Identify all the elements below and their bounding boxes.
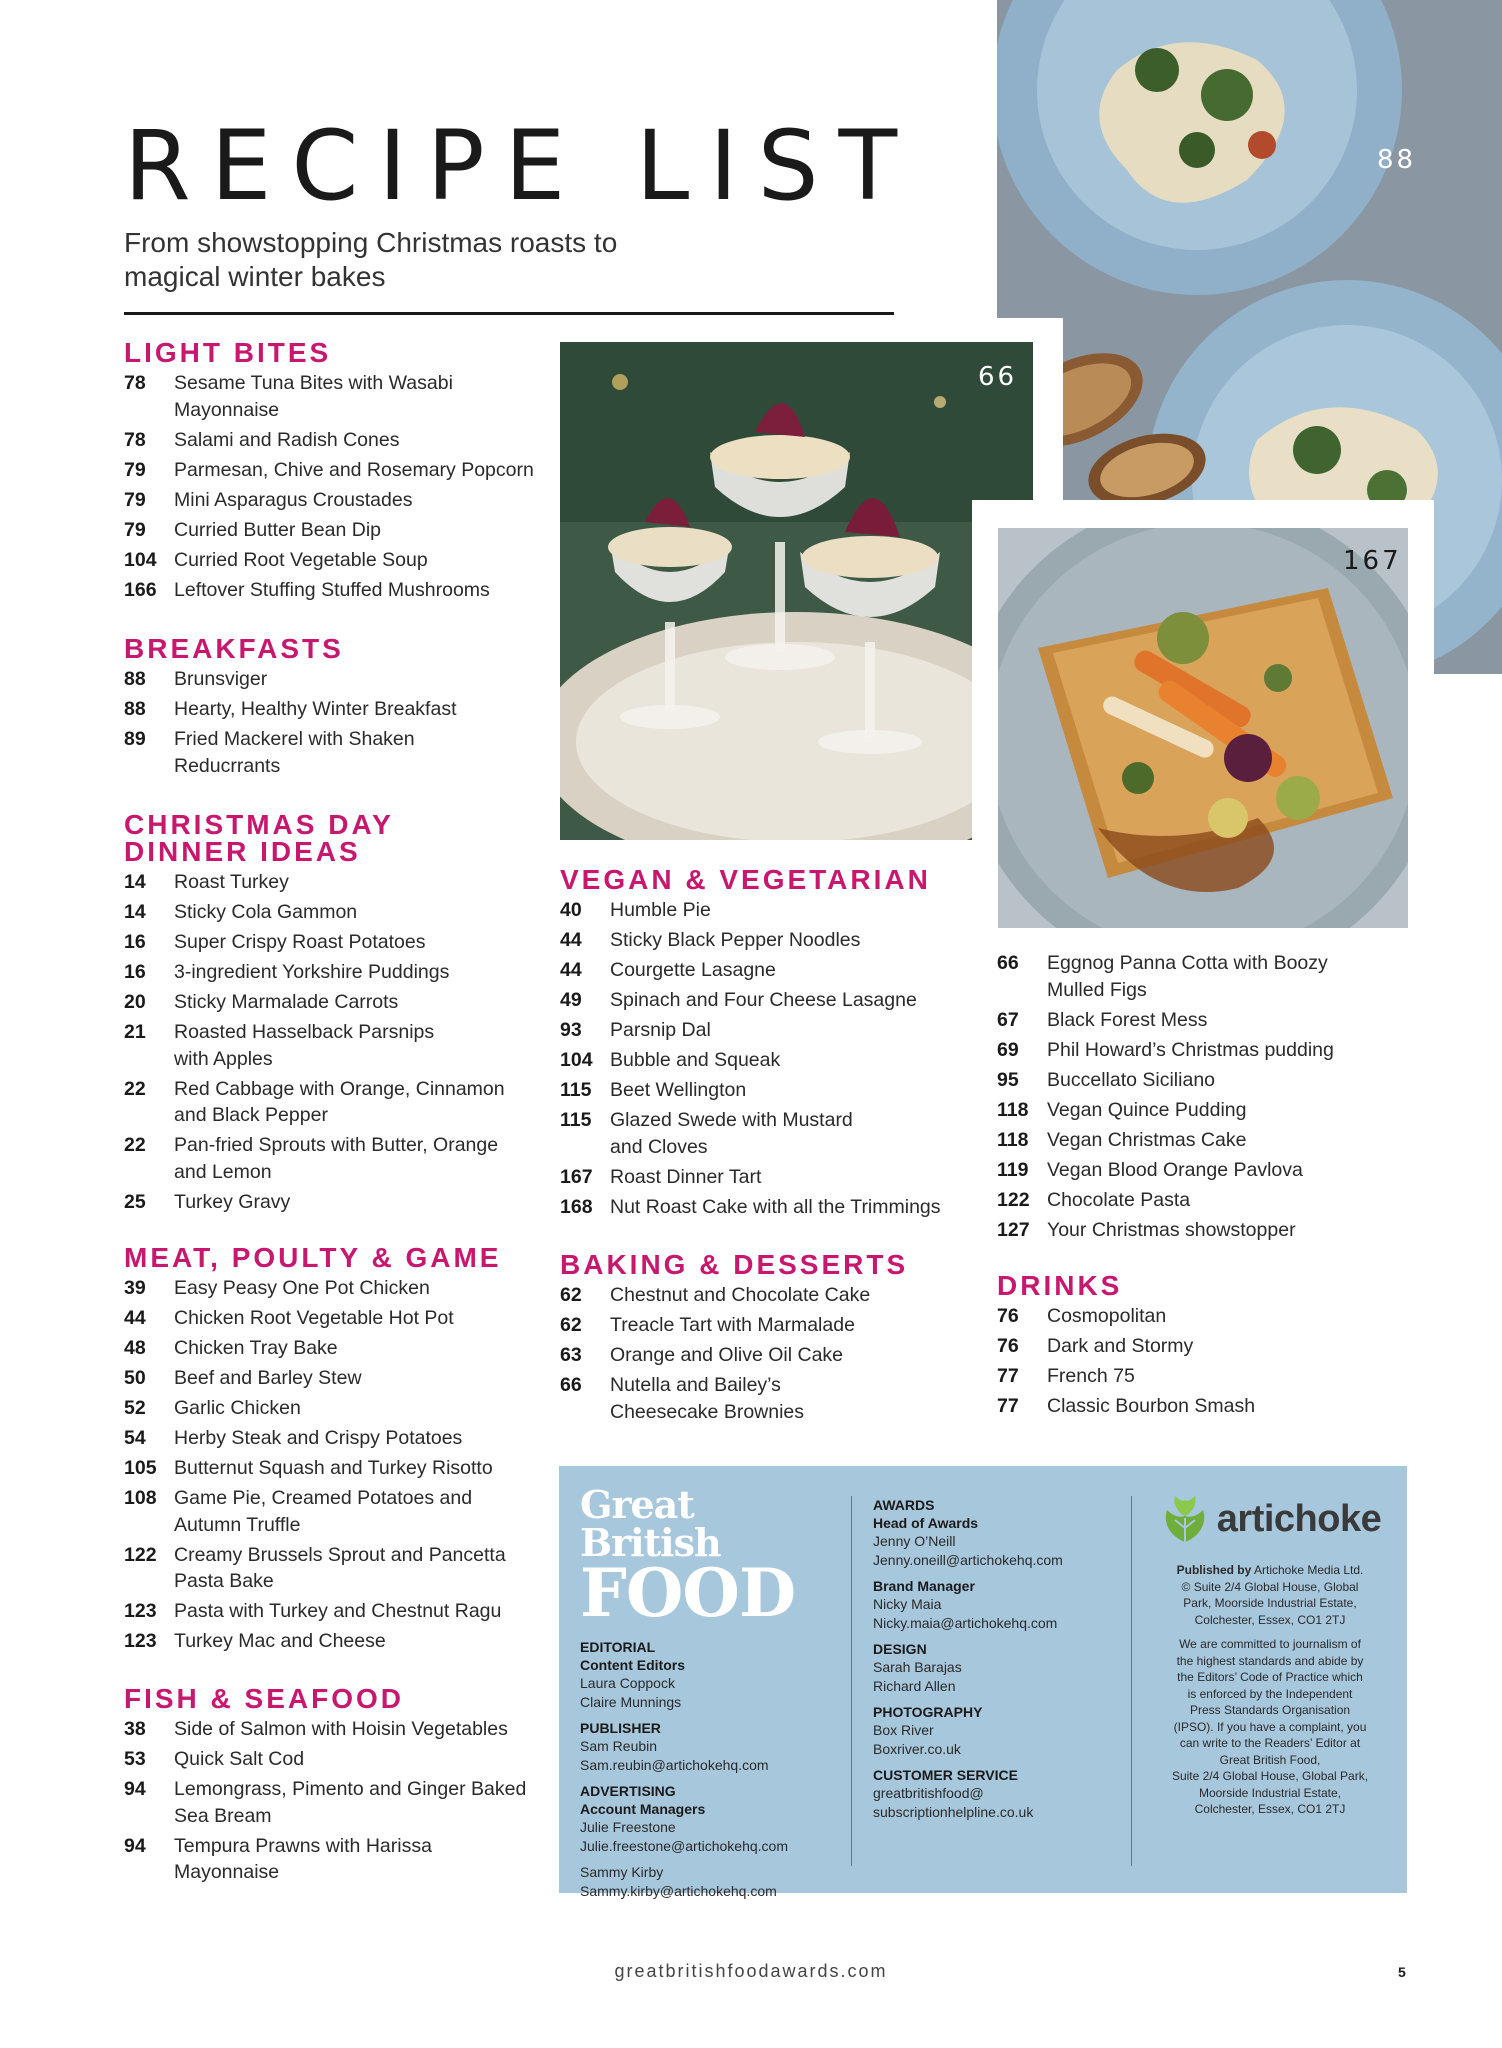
recipe-item [560, 1017, 980, 1044]
recipe-item [560, 1077, 980, 1104]
recipe-item [124, 1628, 554, 1655]
recipe-page: 20 [124, 991, 146, 1013]
recipe-page: 123 [124, 1630, 157, 1652]
recipe-name: Creamy Brussels Sprout and Pancetta Pasta Bake [174, 1543, 506, 1592]
recipe-item [124, 959, 544, 986]
recipe-item [560, 1047, 980, 1074]
credits-text: Sam Reubin [580, 1738, 658, 1754]
recipe-item [560, 987, 980, 1014]
credits-heading: PHOTOGRAPHY [873, 1704, 983, 1720]
recipe-page: 127 [997, 1218, 1030, 1241]
statement-line: can write to the Readers’ Editor at [1179, 1736, 1361, 1750]
recipe-item [124, 666, 544, 693]
recipe-page: 88 [124, 698, 146, 720]
recipe-page: 49 [560, 989, 582, 1011]
credits-text: Laura Coppock [580, 1675, 675, 1691]
recipe-item [997, 1007, 1407, 1034]
credits-heading: Brand Manager [873, 1578, 975, 1594]
recipe-page: 115 [560, 1079, 592, 1101]
recipe-item [124, 517, 544, 544]
recipe-name: Bubble and Squeak [610, 1049, 781, 1071]
statement-line: the highest standards and abide by [1176, 1653, 1364, 1668]
recipe-name: Leftover Stuffing Stuffed Mushrooms [174, 578, 490, 601]
recipe-page: 50 [124, 1367, 146, 1389]
credits-text: Sarah Barajas [873, 1659, 962, 1675]
recipe-page: 166 [124, 578, 157, 601]
recipe-item [124, 1132, 544, 1185]
recipe-page: 25 [124, 1190, 146, 1213]
recipe-name: Game Pie, Creamed Potatoes and Autumn Truffle [174, 1487, 473, 1536]
credits-list-awards [873, 1496, 1123, 1822]
recipe-page: 79 [124, 488, 146, 511]
credits-text: Boxriver.co.uk [873, 1741, 961, 1757]
recipe-page: 123 [124, 1600, 157, 1622]
credits-text: Richard Allen [873, 1678, 956, 1694]
recipe-item [997, 1393, 1407, 1420]
recipe-name: Orange and Olive Oil Cake [610, 1344, 844, 1366]
statement-line: the Editors’ Code of Practice which [1177, 1670, 1363, 1684]
recipe-item [997, 1333, 1407, 1360]
recipe-name: Eggnog Panna Cotta with Boozy Mulled Figs [1047, 952, 1328, 1001]
recipe-page: 77 [997, 1365, 1019, 1387]
credits-divider [851, 1496, 852, 1866]
section-desserts-continued [997, 950, 1407, 1247]
recipe-name: Chicken Tray Bake [174, 1337, 338, 1359]
recipe-name: Courgette Lasagne [610, 959, 776, 981]
recipe-name: Parsnip Dal [610, 1019, 711, 1041]
recipe-page: 76 [997, 1305, 1019, 1327]
photo-roast-dinner-tart-167 [998, 528, 1408, 928]
recipe-item [124, 1425, 554, 1452]
recipe-name: Curried Butter Bean Dip [174, 518, 382, 541]
recipe-page: 40 [560, 899, 582, 921]
recipe-item [560, 1372, 980, 1425]
recipe-page: 39 [124, 1277, 146, 1299]
recipe-name: Pasta with Turkey and Chestnut Ragu [174, 1600, 502, 1622]
recipe-name: Hearty, Healthy Winter Breakfast [174, 698, 457, 720]
recipe-item [997, 1037, 1407, 1064]
photo-page-number: 66 [978, 362, 1018, 392]
credits-list-editorial [580, 1638, 840, 1901]
credits-spacer [873, 1633, 1123, 1640]
recipe-item [124, 1189, 544, 1216]
recipe-item [560, 957, 980, 984]
credits-text: Jenny.oneill@artichokehq.com [873, 1552, 1063, 1568]
recipe-page: 54 [124, 1427, 146, 1449]
recipe-page: 119 [997, 1158, 1029, 1181]
credits-heading: PUBLISHER [580, 1720, 661, 1736]
recipe-name: Garlic Chicken [174, 1397, 301, 1419]
recipe-name: Beef and Barley Stew [174, 1367, 362, 1389]
credits-text: subscriptionhelpline.co.uk [873, 1804, 1034, 1820]
photo-page-number: 88 [1377, 145, 1417, 175]
recipe-page: 52 [124, 1397, 146, 1419]
recipe-name: 3-ingredient Yorkshire Puddings [174, 961, 450, 983]
recipe-name: Sticky Black Pepper Noodles [610, 929, 861, 951]
recipe-item [124, 929, 544, 956]
recipe-list [124, 1275, 554, 1655]
recipe-name: Herby Steak and Crispy Potatoes [174, 1427, 463, 1449]
credits-heading: Content Editors [580, 1657, 685, 1673]
recipe-name: Treacle Tart with Marmalade [610, 1314, 855, 1336]
section-title: MEAT, POULTY & GAME [124, 1242, 502, 1273]
recipe-item [124, 427, 544, 454]
footer-url: greatbritishfoodawards.com [614, 1961, 888, 1981]
section-title: BAKING & DESSERTS [560, 1249, 909, 1280]
recipe-name: Vegan Quince Pudding [1047, 1098, 1247, 1121]
credits-text: Claire Munnings [580, 1694, 682, 1710]
recipe-name: Salami and Radish Cones [174, 428, 400, 451]
recipe-page: 66 [560, 1374, 582, 1396]
section-fish-seafood [124, 1685, 554, 1889]
section-title: LIGHT BITES [124, 337, 332, 368]
recipe-page: 105 [124, 1457, 157, 1479]
recipe-page: 167 [560, 1165, 593, 1188]
recipe-page: 44 [560, 959, 582, 981]
recipe-page: 14 [124, 871, 146, 893]
credits-spacer [580, 1775, 840, 1782]
recipe-page: 108 [124, 1487, 157, 1509]
recipe-item [124, 1542, 554, 1595]
section-title: CHRISTMAS DAY DINNER IDEAS [124, 809, 394, 867]
recipe-name: Chicken Root Vegetable Hot Pot [174, 1307, 454, 1329]
credits-spacer [580, 1856, 840, 1863]
recipe-item [124, 726, 544, 779]
statement-line: We are committed to journalism of [1179, 1637, 1361, 1651]
recipe-name: Nut Roast Cake with all the Trimmings [610, 1195, 941, 1218]
recipe-item [997, 950, 1407, 1003]
section-baking-desserts [560, 1251, 980, 1429]
artichoke-icon [1159, 1492, 1211, 1546]
recipe-name: Curried Root Vegetable Soup [174, 548, 428, 571]
recipe-name: Parmesan, Chive and Rosemary Popcorn [174, 458, 534, 481]
recipe-item [124, 869, 544, 896]
statement-line: Press Standards Organisation [1189, 1703, 1351, 1717]
recipe-item [124, 1833, 554, 1886]
recipe-item [124, 1365, 554, 1392]
statement-line: Suite 2/4 Global House, Global Park, [1171, 1769, 1369, 1783]
section-meat-poultry-game [124, 1244, 554, 1658]
recipe-list [124, 1716, 554, 1886]
recipe-page: 118 [997, 1128, 1029, 1151]
recipe-page: 78 [124, 428, 146, 451]
section-vegan-vegetarian [560, 866, 980, 1224]
credits-text: Nicky Maia [873, 1596, 942, 1612]
recipe-item [124, 1746, 554, 1773]
recipe-item [997, 1127, 1407, 1154]
credits-heading: DESIGN [873, 1641, 927, 1657]
recipe-item [124, 696, 544, 723]
section-christmas-day [124, 811, 544, 1219]
recipe-name: Turkey Gravy [174, 1190, 291, 1213]
recipe-page: 168 [560, 1195, 593, 1218]
recipe-item [997, 1187, 1407, 1214]
recipe-name: Chocolate Pasta [1047, 1188, 1191, 1211]
section-breakfasts [124, 635, 544, 783]
recipe-item [124, 1335, 554, 1362]
recipe-page: 104 [124, 548, 157, 571]
recipe-page: 44 [560, 929, 582, 951]
credits-heading: EDITORIAL [580, 1639, 656, 1655]
credits-heading: ADVERTISING [580, 1783, 676, 1799]
recipe-item [560, 927, 980, 954]
recipe-item [560, 1107, 980, 1160]
recipe-page: 94 [124, 1834, 146, 1857]
recipe-page: 89 [124, 728, 146, 750]
recipe-name: Mini Asparagus Croustades [174, 488, 413, 511]
credits-box [559, 1466, 1407, 1899]
recipe-item [560, 1164, 980, 1191]
recipe-page: 14 [124, 901, 146, 923]
recipe-item [124, 370, 544, 423]
recipe-name: Turkey Mac and Cheese [174, 1630, 386, 1652]
credits-heading: Head of Awards [873, 1515, 979, 1531]
recipe-name: Beet Wellington [610, 1079, 747, 1101]
recipe-item [997, 1217, 1407, 1244]
recipe-item [124, 577, 544, 604]
recipe-page: 63 [560, 1344, 582, 1366]
recipe-item [124, 1395, 554, 1422]
recipe-name: Chestnut and Chocolate Cake [610, 1284, 871, 1306]
credits-spacer [580, 1712, 840, 1719]
recipe-page: 22 [124, 1134, 146, 1156]
recipe-item [124, 487, 544, 514]
recipe-page: 78 [124, 372, 146, 394]
credits-divider [1131, 1496, 1132, 1866]
credits-text: Sam.reubin@artichokehq.com [580, 1757, 769, 1773]
recipe-list [997, 950, 1407, 1243]
statement-line: Moorside Industrial Estate, [1198, 1785, 1342, 1800]
recipe-item [560, 1194, 980, 1221]
recipe-item [560, 897, 980, 924]
credits-col-awards [873, 1496, 1123, 1822]
credits-heading: Account Managers [580, 1801, 706, 1817]
recipe-name: Tempura Prawns with Harissa Mayonnaise [174, 1834, 432, 1883]
recipe-item [124, 1076, 544, 1129]
credits-text: Sammy.kirby@artichokehq.com [580, 1883, 777, 1899]
recipe-page: 76 [997, 1335, 1019, 1357]
recipe-page: 62 [560, 1284, 582, 1306]
recipe-page: 67 [997, 1008, 1019, 1031]
recipe-name: Easy Peasy One Pot Chicken [174, 1277, 430, 1299]
credits-text: Box River [873, 1722, 934, 1738]
recipe-item [560, 1282, 980, 1309]
recipe-item [124, 457, 544, 484]
credits-text: greatbritishfood@ [873, 1785, 984, 1801]
recipe-name: Dark and Stormy [1047, 1335, 1194, 1357]
recipe-page: 77 [997, 1395, 1019, 1417]
recipe-name: French 75 [1047, 1365, 1135, 1387]
recipe-name: Classic Bourbon Smash [1047, 1395, 1256, 1417]
statement-line: Colchester, Essex, CO1 2TJ [1194, 1802, 1346, 1816]
recipe-page: 94 [124, 1778, 146, 1800]
credits-text: Julie Freestone [580, 1819, 676, 1835]
recipe-name: Vegan Blood Orange Pavlova [1047, 1158, 1303, 1181]
recipe-item [124, 1305, 554, 1332]
great-british-food-logo: Great British [580, 1482, 721, 1565]
statement-line: is enforced by the Independent [1187, 1686, 1353, 1701]
page-title: RECIPE LIST [124, 110, 918, 222]
recipe-item [124, 547, 544, 574]
artichoke-logo: artichoke [1149, 1492, 1391, 1546]
recipe-page: 122 [997, 1188, 1030, 1211]
recipe-page: 88 [124, 668, 146, 690]
recipe-page: 79 [124, 518, 146, 541]
recipe-item [124, 1019, 544, 1072]
photo-page-number: 167 [1343, 546, 1402, 576]
header-rule [124, 312, 894, 315]
recipe-name: Fried Mackerel with Shaken Reducrrants [174, 728, 415, 777]
recipe-name: Super Crispy Roast Potatoes [174, 931, 426, 953]
recipe-name: Your Christmas showstopper [1047, 1218, 1296, 1241]
recipe-item [560, 1342, 980, 1369]
recipe-item [124, 1776, 554, 1829]
recipe-item [124, 1455, 554, 1482]
recipe-name: Roasted Hasselback Parsnips with Apples [174, 1021, 435, 1070]
recipe-page: 69 [997, 1038, 1019, 1061]
recipe-page: 122 [124, 1543, 157, 1566]
recipe-item [124, 899, 544, 926]
recipe-item [124, 1275, 554, 1302]
credits-spacer [873, 1759, 1123, 1766]
recipe-page: 22 [124, 1077, 146, 1100]
credits-text: Sammy Kirby [580, 1864, 664, 1880]
recipe-item [124, 1598, 554, 1625]
recipe-name: Red Cabbage with Orange, Cinnamon and Black Pepper [174, 1077, 505, 1126]
recipe-item [560, 1312, 980, 1339]
section-title: BREAKFASTS [124, 633, 344, 664]
credits-text: Nicky.maia@artichokehq.com [873, 1615, 1058, 1631]
recipe-name: Sticky Cola Gammon [174, 901, 358, 923]
recipe-list [997, 1303, 1407, 1420]
recipe-page: 95 [997, 1068, 1019, 1091]
section-title: VEGAN & VEGETARIAN [560, 864, 931, 895]
publisher-info: Published by Artichoke Media Ltd. © Suite 2/4 Global House, Global Park, Moorside Industrial Estate, Colchester, Essex, CO1 2TJ [1176, 1563, 1364, 1627]
recipe-page: 115 [560, 1109, 592, 1131]
recipe-page: 118 [997, 1098, 1029, 1121]
recipe-name: Humble Pie [610, 899, 711, 921]
recipe-name: Vegan Christmas Cake [1047, 1128, 1247, 1151]
recipe-item [997, 1157, 1407, 1184]
recipe-name: Spinach and Four Cheese Lasagne [610, 989, 917, 1011]
page-subtitle: From showstopping Christmas roasts to magical winter bakes [124, 227, 618, 292]
recipe-page: 38 [124, 1718, 146, 1740]
recipe-name: Roast Dinner Tart [610, 1165, 762, 1188]
photo-panna-cotta-66 [560, 342, 1033, 840]
recipe-item [997, 1363, 1407, 1390]
recipe-name: Quick Salt Cod [174, 1748, 305, 1770]
recipe-name: Roast Turkey [174, 871, 289, 893]
credits-col-editorial [580, 1482, 840, 1901]
recipe-list [124, 869, 544, 1215]
recipe-name: Phil Howard’s Christmas pudding [1047, 1038, 1334, 1061]
recipe-name: Cosmopolitan [1047, 1305, 1167, 1327]
credits-heading: AWARDS [873, 1497, 935, 1513]
recipe-name: Side of Salmon with Hoisin Vegetables [174, 1718, 508, 1740]
recipe-list [124, 666, 544, 779]
recipe-name: Glazed Swede with Mustard and Cloves [610, 1109, 853, 1158]
recipe-page: 53 [124, 1748, 146, 1770]
recipe-item [997, 1303, 1407, 1330]
recipe-name: Lemongrass, Pimento and Ginger Baked Sea Bream [174, 1778, 527, 1827]
section-drinks [997, 1272, 1407, 1423]
section-light-bites [124, 339, 544, 607]
section-title: DRINKS [997, 1270, 1123, 1301]
recipe-page: 79 [124, 458, 146, 481]
recipe-page: 93 [560, 1019, 582, 1041]
recipe-name: Brunsviger [174, 668, 268, 690]
credits-spacer [873, 1570, 1123, 1577]
recipe-item [997, 1097, 1407, 1124]
recipe-page: 48 [124, 1337, 146, 1359]
recipe-list [124, 370, 544, 603]
recipe-page: 62 [560, 1314, 582, 1336]
statement-line: Great British Food, [1219, 1752, 1321, 1767]
credits-heading: CUSTOMER SERVICE [873, 1767, 1018, 1783]
recipe-item [124, 1716, 554, 1743]
recipe-item [124, 989, 544, 1016]
recipe-name: Black Forest Mess [1047, 1008, 1208, 1031]
recipe-name: Buccellato Siciliano [1047, 1068, 1216, 1091]
recipe-list [560, 1282, 980, 1425]
recipe-name: Pan-fried Sprouts with Butter, Orange and Lemon [174, 1134, 499, 1183]
credits-col-publisher [1149, 1492, 1391, 1818]
recipe-page: 16 [124, 961, 146, 983]
page-number: 5 [1398, 1964, 1406, 1980]
credits-text: Julie.freestone@artichokehq.com [580, 1838, 788, 1854]
credits-text: Jenny O’Neill [873, 1533, 956, 1549]
great-british-food-logo-food: FOOD [580, 1554, 796, 1632]
statement-line: (IPSO). If you have a complaint, you [1173, 1719, 1367, 1734]
section-title: FISH & SEAFOOD [124, 1683, 405, 1714]
recipe-page: 104 [560, 1049, 593, 1071]
recipe-name: Butternut Squash and Turkey Risotto [174, 1457, 493, 1479]
recipe-page: 44 [124, 1307, 146, 1329]
recipe-item [997, 1067, 1407, 1094]
recipe-name: Nutella and Bailey’s Cheesecake Brownies [610, 1374, 805, 1423]
recipe-page: 21 [124, 1021, 146, 1043]
recipe-list [560, 897, 980, 1220]
recipe-name: Sticky Marmalade Carrots [174, 991, 399, 1013]
recipe-page: 16 [124, 931, 146, 953]
recipe-name: Sesame Tuna Bites with Wasabi Mayonnaise [174, 372, 453, 421]
credits-spacer [873, 1696, 1123, 1703]
recipe-page: 66 [997, 952, 1019, 974]
ipso-statement [1149, 1636, 1391, 1818]
recipe-item [124, 1485, 554, 1538]
